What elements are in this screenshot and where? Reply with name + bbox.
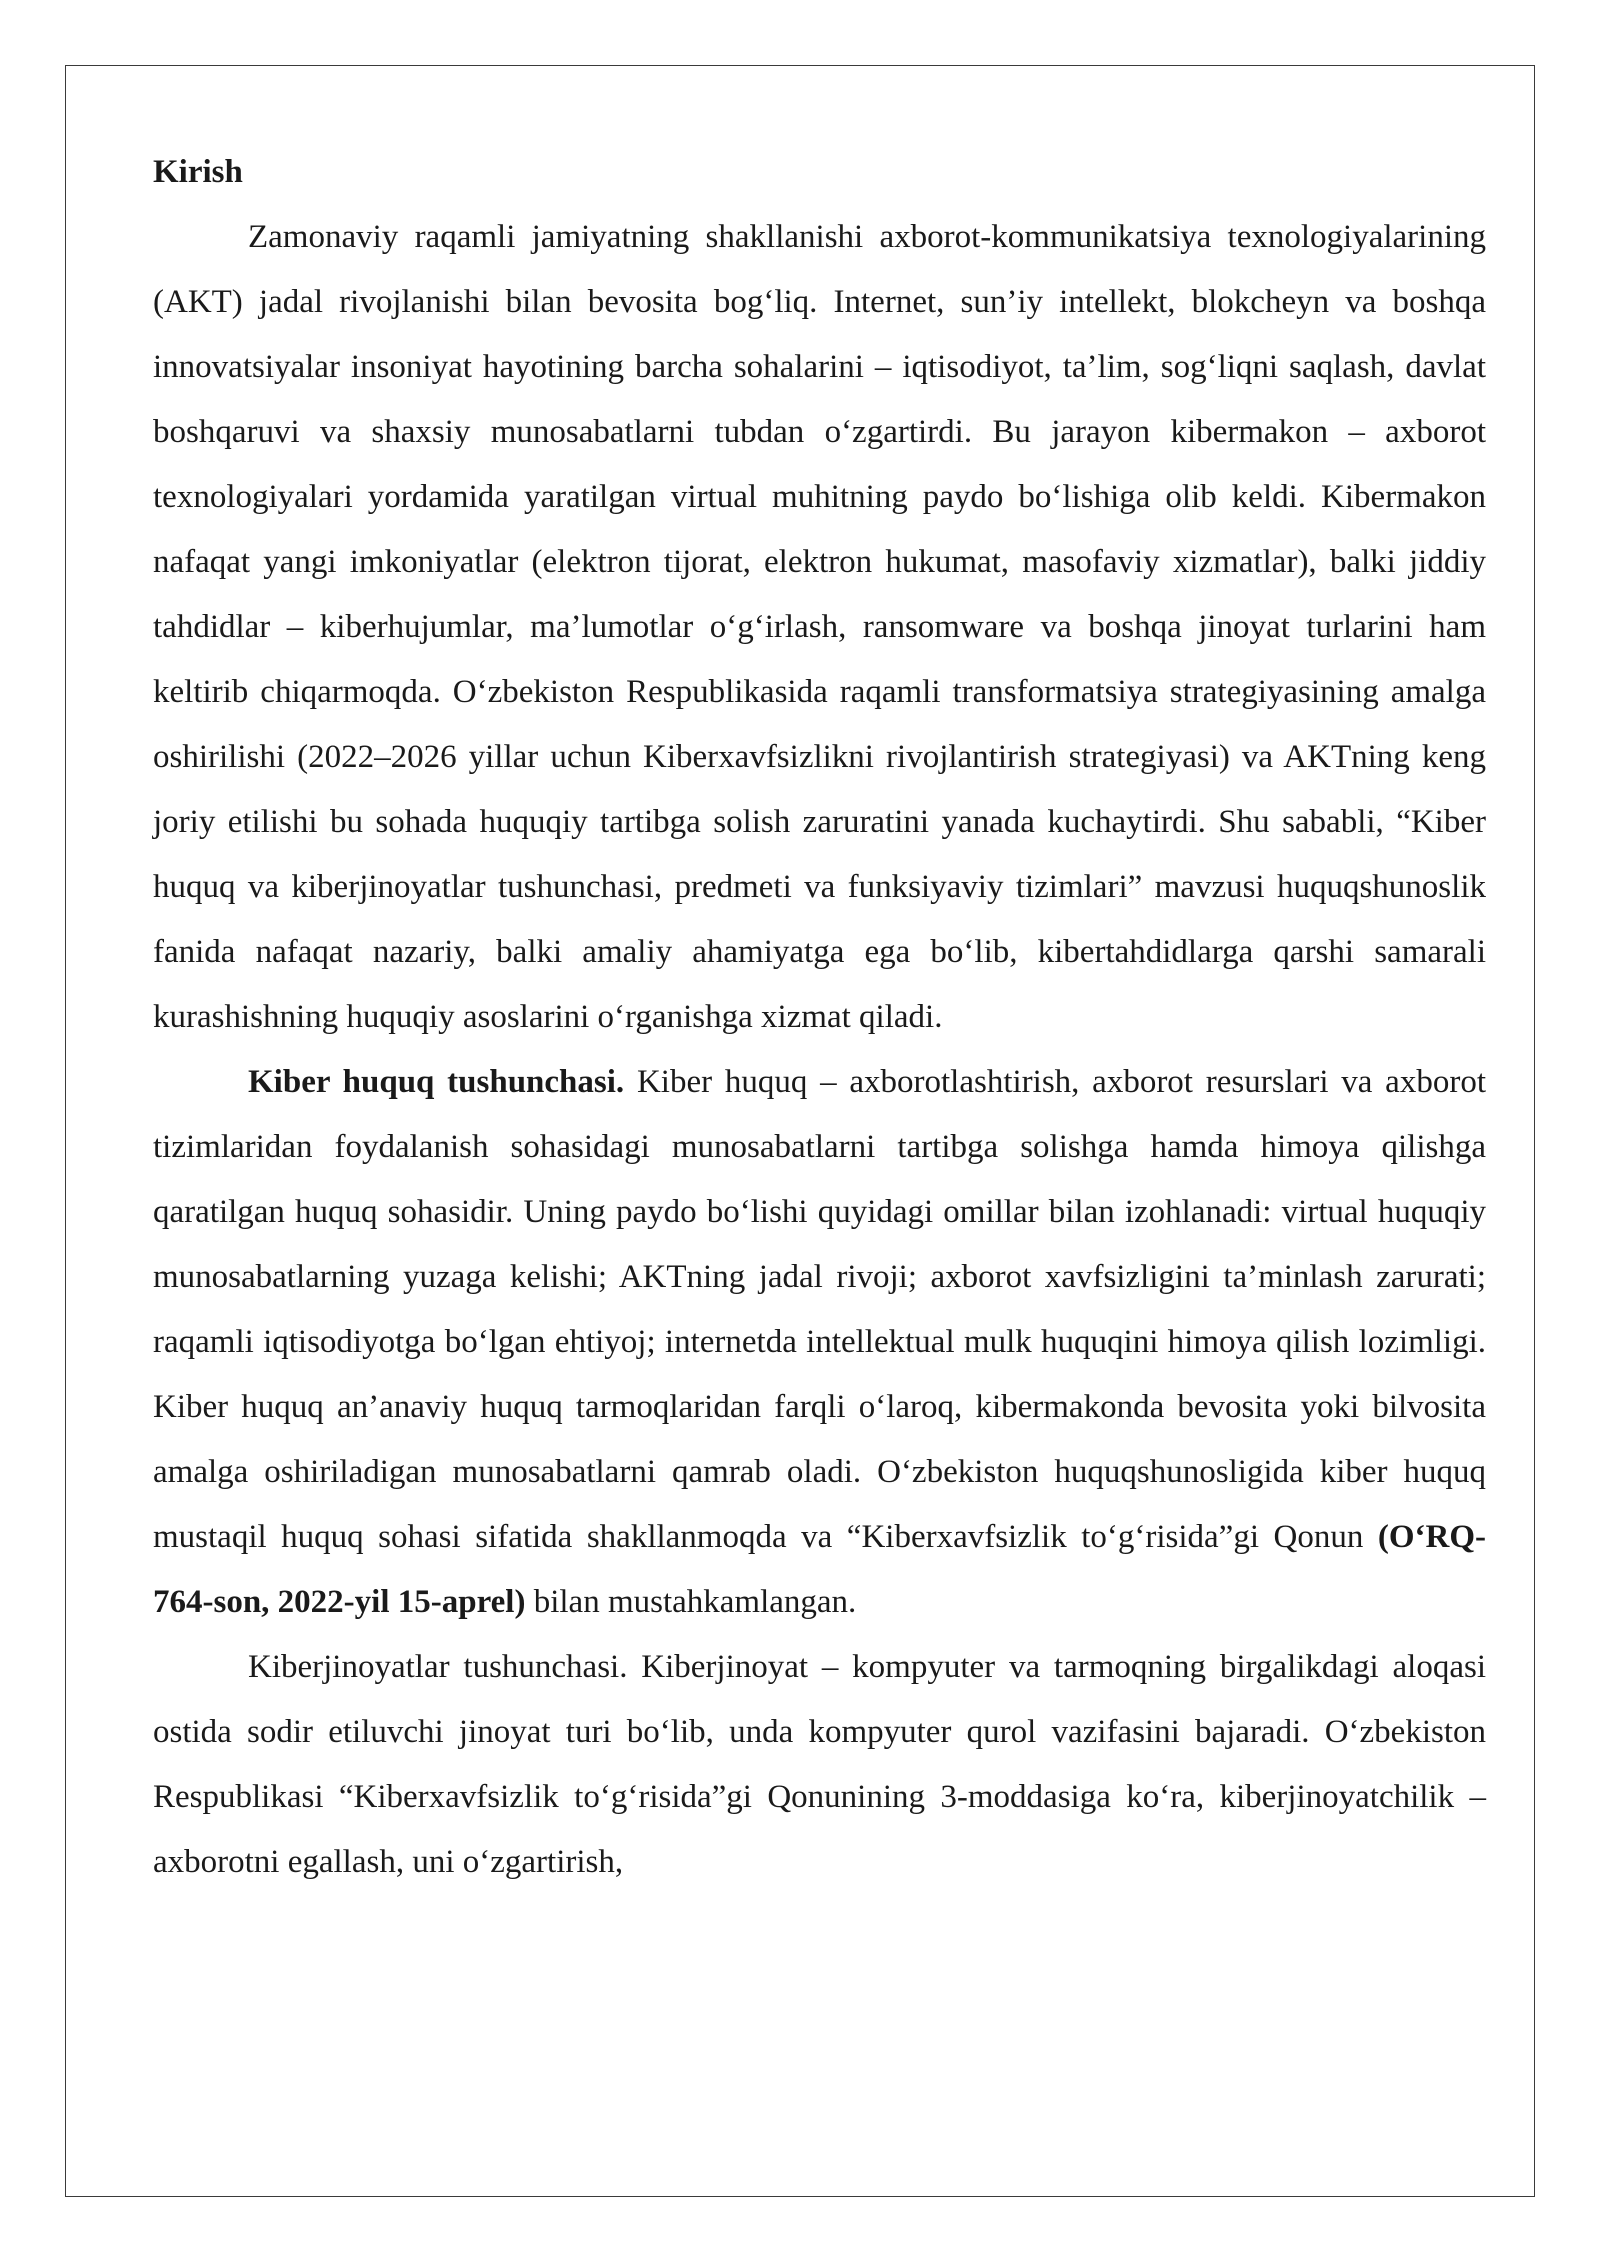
law-reference: (O‘RQ-764-son, 2022-yil 15-aprel): [153, 1519, 1486, 1620]
paragraph-intro: Zamonaviy raqamli jamiyatning shakllanishi axborot-kommunikatsiya texnologiyalarining (AKT) jadal rivojlanishi bilan bevosita bog‘liq. Internet, sun’iy intellekt, blokcheyn va boshqa innovatsiyalar insoniyat hayotining barcha sohalarini – iqtisodiyot, ta’lim, sog‘liqni saqlash, davlat boshqaruvi va shaxsiy munosabatlarni tubdan o‘zgartirdi. Bu jarayon kibermakon – axborot texnologiyalari yordamida yaratilgan virtual muhitning paydo bo‘lishiga olib keldi. Kibermakon nafaqat yangi imkoniyatlar (elektron tijorat, elektron hukumat, masofaviy xizmatlar), balki jiddiy tahdidlar – kiberhujumlar, ma’lumotlar o‘g‘irlash, ransomware va boshqa jinoyat turlarini ham keltirib chiqarmoqda. O‘zbekiston Respublikasida raqamli transformatsiya strategiyasining amalga oshirilishi (2022–2026 yillar uchun Kiberxavfsizlikni rivojlantirish strategiyasi) va AKTning keng joriy etilishi bu sohada huquqiy tartibga solish zaruratini yanada kuchaytirdi. Shu sababli, “Kiber huquq va kiberjinoyatlar tushunchasi, predmeti va funksiyaviy tizimlari” mavzusi huquqshunoslik fanida nafaqat nazariy, balki amaliy ahamiyatga ega bo‘lib, kibertahdidlarga qarshi samarali kurashishning huquqiy asoslarini o‘rganishga xizmat qiladi.: [153, 219, 1486, 1035]
cyber-law-text: Kiber huquq – axborotlashtirish, axborot resurslari va axborot tizimlaridan foydalanish sohasidagi munosabatlarni tartibga solishga hamda himoya qilishga qaratilgan huquq sohasidir. Uning paydo bo‘lishi quyidagi omillar bilan izohlanadi: virtual huquqiy munosabatlarning yuzaga kelishi; AKTning jadal rivoji; axborot xavfsizligini ta’minlash zarurati; raqamli iqtisodiyotga bo‘lgan ehtiyoj; internetda intellektual mulk huquqini himoya qilish lozimligi. Kiber huquq an’anaviy huquq tarmoqlaridan farqli o‘laroq, kibermakonda bevosita yoki bilvosita amalga oshiriladigan munosabatlarni qamrab oladi. O‘zbekiston huquqshunosligida kiber huquq mustaqil huquq sohasi sifatida shakllanmoqda va “Kiberxavfsizlik to‘g‘risida”gi Qonun: [153, 1064, 1486, 1555]
paragraph-cybercrime: Kiberjinoyatlar tushunchasi. Kiberjinoyat – kompyuter va tarmoqning birgalikdagi aloqasi ostida sodir etiluvchi jinoyat turi bo‘lib, unda kompyuter qurol vazifasini bajaradi. O‘zbekiston Respublikasi “Kiberxavfsizlik to‘g‘risida”gi Qonunining 3-moddasiga ko‘ra, kiberjinoyatchilik – axborotni egallash, uni o‘zgartirish,: [153, 1649, 1486, 1880]
paragraph-cyber-law: [153, 1050, 1486, 1635]
document-body: [153, 140, 1486, 1895]
cyber-law-lead: Kiber huquq tushunchasi.: [248, 1064, 625, 1100]
section-heading: Kirish: [153, 154, 243, 190]
cyber-law-tail: bilan mustahkamlangan.: [525, 1584, 857, 1620]
